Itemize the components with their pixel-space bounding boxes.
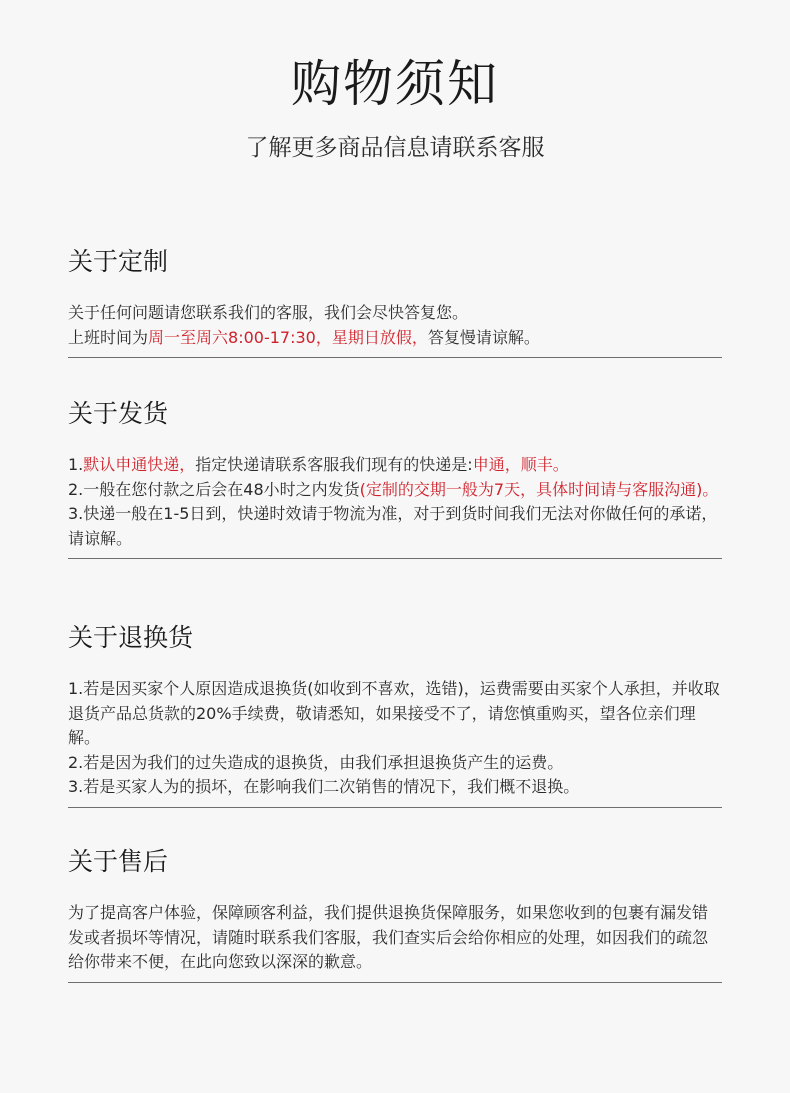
shipping-item-2 [68,478,722,503]
section-body-shipping [68,453,722,551]
section-divider [68,982,722,983]
working-hours-highlight: 周一至周六8:00-17:30，星期日放假， [148,327,428,347]
shipping-item-2-text: 2.一般在您付款之后会在48小时之内发货 [68,479,360,499]
custom-line-1: 关于任何问题请您联系我们的客服，我们会尽快答复您。 [68,303,469,322]
custom-line-2 [68,326,722,351]
custom-lead-time-highlight: (定制的交期一般为7天，具体时间请与客服沟通)。 [359,479,719,499]
default-courier-highlight: 默认申通快递， [83,455,196,474]
section-customization [68,245,722,358]
section-returns [68,621,722,808]
return-item-3: 3.若是买家人为的损坏，在影响我们二次销售的情况下，我们概不退换。 [68,777,580,796]
return-item-2: 2.若是因为我们的过失造成的退换货，由我们承担退换货产生的运费。 [68,752,564,772]
page-subtitle: 了解更多商品信息请联系客服 [245,135,545,161]
section-body-customization [68,301,722,350]
courier-list-highlight: 申通，顺丰。 [472,455,569,474]
section-title-shipping: 关于发货 [68,399,169,428]
shipping-item-1-number: 1. [68,455,84,474]
after-sales-text: 为了提高客户体验，保障顾客利益，我们提供退换货保障服务，如果您收到的包裹有漏发错发或者损坏等情况，请随时联系我们客服，我们查实后会给你相应的处理，如因我们的疏忽给你带来不便，在此向您致以深深的歉意。 [68,903,709,971]
shipping-item-3: 3.快递一般在1-5日到，快递时效请于物流为准，对于到货时间我们无法对你做任何的承诺，请谅解。 [68,504,718,548]
shipping-item-1-text: 指定快递请联系客服我们现有的快递是: [195,455,473,474]
section-body-returns [68,677,722,800]
section-title-returns: 关于退换货 [68,623,194,652]
custom-line-2-suffix: 答复慢请谅解。 [427,327,540,347]
section-divider [68,558,722,559]
section-title-customization: 关于定制 [68,247,169,276]
section-shipping [68,397,722,559]
section-divider [68,807,722,808]
shipping-item-1 [68,453,722,478]
custom-line-2-prefix: 上班时间为 [68,327,149,347]
section-divider [68,357,722,358]
return-item-1: 1.若是因买家个人原因造成退换货(如收到不喜欢，选错)，运费需要由买家个人承担，并收取退货产品总货款的20%手续费，敬请悉知，如果接受不了，请您慎重购买，望各位亲们理解。 [68,679,720,747]
section-body-after-sales [68,901,722,975]
section-after-sales [68,845,722,983]
section-title-after-sales: 关于售后 [68,847,169,876]
page-title: 购物须知 [291,55,499,113]
